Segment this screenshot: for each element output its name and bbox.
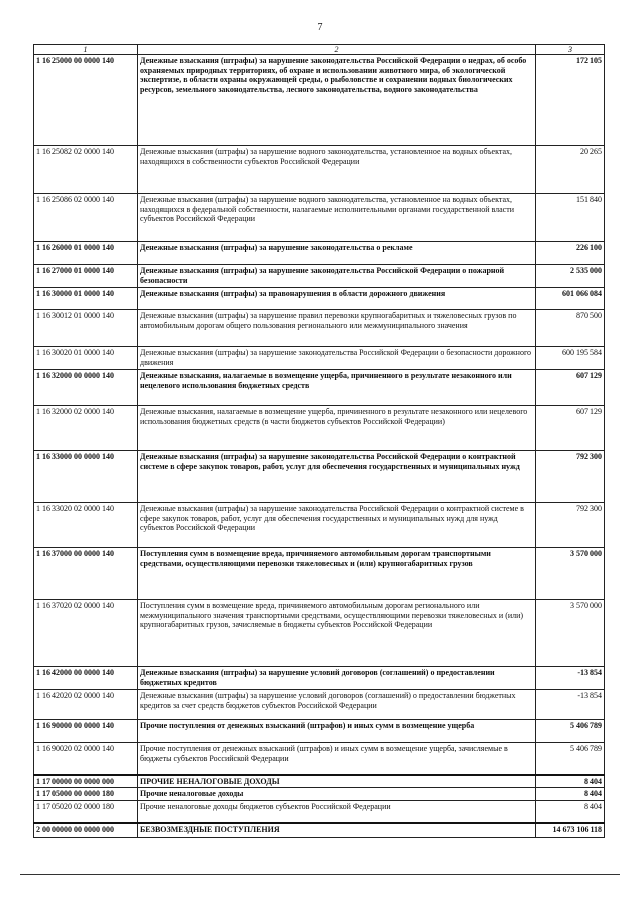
row-code: 1 16 27000 01 0000 140: [34, 265, 138, 288]
row-amount: 3 570 000: [536, 548, 605, 600]
table-row: [34, 548, 605, 600]
row-code: 1 16 26000 01 0000 140: [34, 242, 138, 265]
row-amount: 8 404: [536, 775, 605, 788]
row-code: 1 16 42000 00 0000 140: [34, 667, 138, 690]
table-row: [34, 690, 605, 720]
row-description: Денежные взыскания (штрафы) за нарушение законодательства Российской Федерации о контрактной системе в сфере закупок товаров, работ, услуг для обеспечения государственных и муниципальных нужд: [138, 451, 536, 503]
row-amount: -13 854: [536, 667, 605, 690]
row-description: Прочие поступления от денежных взысканий (штрафов) и иных сумм в возмещение ущерба, зачисляемые в бюджеты субъектов Российской Федерации: [138, 743, 536, 775]
row-description: Прочие неналоговые доходы: [138, 788, 536, 801]
table-row: [34, 310, 605, 347]
row-code: 1 17 05000 00 0000 180: [34, 788, 138, 801]
row-amount: 226 100: [536, 242, 605, 265]
row-amount: 600 195 584: [536, 347, 605, 370]
row-amount: 2 535 000: [536, 265, 605, 288]
table-row: [34, 194, 605, 242]
page-bottom-rule: [20, 874, 620, 875]
row-amount: 8 404: [536, 800, 605, 823]
row-description: Денежные взыскания (штрафы) за нарушение законодательства о рекламе: [138, 242, 536, 265]
row-code: 1 16 30012 01 0000 140: [34, 310, 138, 347]
row-description: Прочие неналоговые доходы бюджетов субъектов Российской Федерации: [138, 800, 536, 823]
row-description: Денежные взыскания (штрафы) за правонарушения в области дорожного движения: [138, 288, 536, 310]
row-description: Денежные взыскания (штрафы) за нарушение водного законодательства, установленное на водных объектах, находящихся в федеральной собственности, налагаемые исполнительными органами государственной власти субъектов Российской Федерации: [138, 194, 536, 242]
row-description: Денежные взыскания (штрафы) за нарушение условий договоров (соглашений) о предоставлении бюджетных кредитов: [138, 667, 536, 690]
row-amount: 8 404: [536, 788, 605, 801]
row-code: 1 16 90000 00 0000 140: [34, 720, 138, 743]
table-row: [34, 667, 605, 690]
table-row: [34, 370, 605, 406]
row-amount: 3 570 000: [536, 600, 605, 667]
row-description: Денежные взыскания (штрафы) за нарушение правил перевозки крупногабаритных и тяжеловесных грузов по автомобильным дорогам общего пользования регионального или межмуниципального значения: [138, 310, 536, 347]
row-description: Прочие поступления от денежных взысканий (штрафов) и иных сумм в возмещение ущерба: [138, 720, 536, 743]
table-row: [34, 775, 605, 788]
table-row: [34, 347, 605, 370]
row-code: 1 16 37000 00 0000 140: [34, 548, 138, 600]
budget-table: [33, 44, 605, 838]
row-description: Денежные взыскания (штрафы) за нарушение законодательства Российской Федерации о пожарной безопасности: [138, 265, 536, 288]
row-description: ПРОЧИЕ НЕНАЛОГОВЫЕ ДОХОДЫ: [138, 775, 536, 788]
row-code: 1 16 33000 00 0000 140: [34, 451, 138, 503]
row-code: 1 16 25082 02 0000 140: [34, 146, 138, 194]
header-col-amount: 3: [536, 45, 605, 55]
row-amount: 601 066 084: [536, 288, 605, 310]
row-code: 1 16 33020 02 0000 140: [34, 503, 138, 548]
row-code: 1 16 32000 00 0000 140: [34, 370, 138, 406]
row-amount: 792 300: [536, 451, 605, 503]
table-row: [34, 600, 605, 667]
table-row: [34, 800, 605, 823]
row-description: Денежные взыскания, налагаемые в возмещение ущерба, причиненного в результате незаконного или нецелевого использования бюджетных средств: [138, 370, 536, 406]
table-row: [34, 406, 605, 451]
table-row: [34, 242, 605, 265]
table-row: [34, 743, 605, 775]
row-description: Денежные взыскания (штрафы) за нарушение водного законодательства, установленное на водных объектах, находящихся в собственности субъектов Российской Федерации: [138, 146, 536, 194]
row-amount: 607 129: [536, 406, 605, 451]
row-amount: 607 129: [536, 370, 605, 406]
row-description: Поступления сумм в возмещение вреда, причиняемого автомобильным дорогам транспортными средствами, осуществляющими перевозки тяжеловесных и (или) крупногабаритных грузов: [138, 548, 536, 600]
row-amount: -13 854: [536, 690, 605, 720]
row-amount: 151 840: [536, 194, 605, 242]
row-amount: 172 105: [536, 55, 605, 146]
row-code: 1 16 90020 02 0000 140: [34, 743, 138, 775]
row-amount: 5 406 789: [536, 743, 605, 775]
header-col-description: 2: [138, 45, 536, 55]
row-code: 1 16 25086 02 0000 140: [34, 194, 138, 242]
row-code: 1 16 32000 02 0000 140: [34, 406, 138, 451]
header-col-code: 1: [34, 45, 138, 55]
row-amount: 870 500: [536, 310, 605, 347]
table-row: [34, 146, 605, 194]
row-code: 1 17 00000 00 0000 000: [34, 775, 138, 788]
row-description: Поступления сумм в возмещение вреда, причиняемого автомобильным дорогам регионального или межмуниципального значения транспортными средствами, осуществляющими перевозки тяжеловесных и (или) крупногабаритных грузов, зачисляемые в бюджеты субъектов Российской Федерации: [138, 600, 536, 667]
row-code: 1 16 25000 00 0000 140: [34, 55, 138, 146]
table-row: [34, 288, 605, 310]
table-row: [34, 823, 605, 837]
row-description: Денежные взыскания (штрафы) за нарушение условий договоров (соглашений) о предоставлении бюджетных кредитов за счет средств бюджетов субъектов Российской Федерации: [138, 690, 536, 720]
row-code: 1 16 37020 02 0000 140: [34, 600, 138, 667]
row-description: БЕЗВОЗМЕЗДНЫЕ ПОСТУПЛЕНИЯ: [138, 823, 536, 837]
row-amount: 14 673 106 118: [536, 823, 605, 837]
row-amount: 792 300: [536, 503, 605, 548]
row-code: 1 16 30000 01 0000 140: [34, 288, 138, 310]
table-row: [34, 451, 605, 503]
row-code: 1 16 42020 02 0000 140: [34, 690, 138, 720]
table-row: [34, 55, 605, 146]
table-row: [34, 265, 605, 288]
row-description: Денежные взыскания, налагаемые в возмещение ущерба, причиненного в результате незаконного или нецелевого использования бюджетных средств (в части бюджетов субъектов Российской Федерации): [138, 406, 536, 451]
page-number: 7: [317, 22, 323, 33]
table-row: [34, 720, 605, 743]
row-description: Денежные взыскания (штрафы) за нарушение законодательства Российской Федерации о контрактной системе в сфере закупок товаров, работ, услуг для обеспечения государственных и муниципальных нужд для нужд субъектов Российской Федерации: [138, 503, 536, 548]
row-description: Денежные взыскания (штрафы) за нарушение законодательства Российской Федерации о безопасности дорожного движения: [138, 347, 536, 370]
row-code: 2 00 00000 00 0000 000: [34, 823, 138, 837]
table-row: [34, 503, 605, 548]
table-row: [34, 788, 605, 801]
table-header-row: [34, 45, 605, 55]
row-code: 1 17 05020 02 0000 180: [34, 800, 138, 823]
row-amount: 5 406 789: [536, 720, 605, 743]
row-amount: 20 265: [536, 146, 605, 194]
row-description: Денежные взыскания (штрафы) за нарушение законодательства Российской Федерации о недрах, об особо охраняемых природных территориях, об охране и использовании животного мира, об экологической экспертизе, в области охраны окружающей среды, о рыболовстве и сохранении водных биологических ресурсов, земельного законодательства, лесного законодательства, водного законодательства: [138, 55, 536, 146]
row-code: 1 16 30020 01 0000 140: [34, 347, 138, 370]
